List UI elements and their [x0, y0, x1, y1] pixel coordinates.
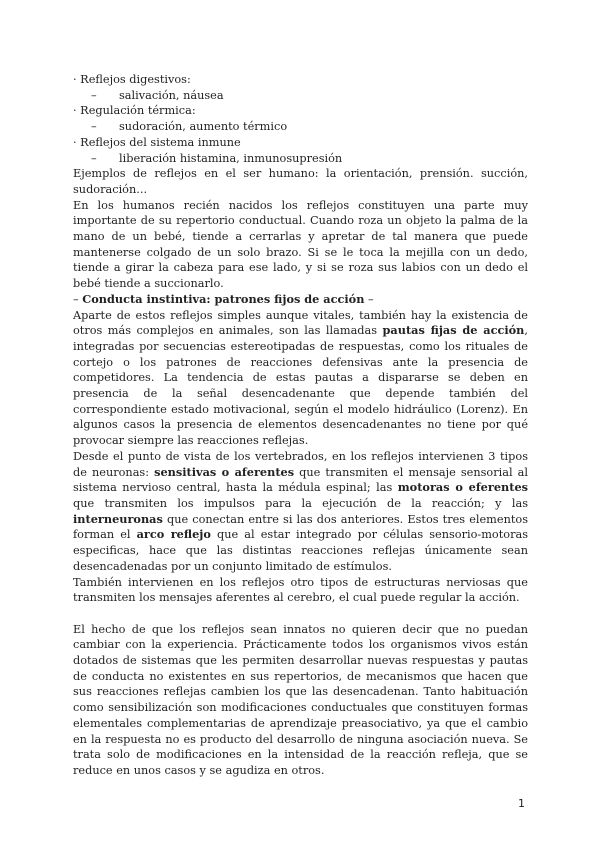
text: que al estar integrado por células sensorio-motoras especificas, hace que las distintas reacciones reflejas únicamente sean desencadenadas por un conjunto limitado de estímulos.: [73, 528, 529, 573]
paragraph-structures: También intervienen en los reflejos otro tipos de estructuras nerviosas que transmiten los mensajes aferentes al cerebro, el cual puede regular la acción.: [73, 575, 528, 605]
list-item-text: salivación, náusea: [119, 88, 224, 102]
paragraph-neurons: [73, 449, 528, 575]
section-title: Conducta instintiva: patrones fijos de acción: [82, 291, 365, 306]
section-suffix: –: [364, 292, 374, 306]
text: Desde el punto de vista de los vertebrados, en los reflejos intervienen 3 tipos de neuronas:: [73, 449, 528, 479]
text: , integradas por secuencias estereotipadas de respuestas, como los rituales de cortejo o los patrones de reacciones defensivas ante la presencia de competidores. La tendencia de estas pautas a dispararse se deben en presencia de la señal desencadenante que depende también del correspondiente estado motivacional, según el modelo hidráulico (Lorenz). En algunos casos la presencia de elementos desencadenantes no tiene por qué provocar siempre las reacciones reflejas.: [73, 324, 528, 448]
spacer: [73, 606, 528, 622]
list-heading: · Reflejos del sistema inmune: [73, 135, 241, 149]
dash: –: [91, 88, 97, 102]
paragraph-experience: El hecho de que los reflejos sean innatos no quieren decir que no puedan cambiar con la experiencia. Prácticamente todos los organismos vivos están dotados de sistemas que les permiten desarrollar nuevas respuestas y pautas de conducta no existentes en sus repertorios, de mecanismos que hacen que sus reacciones reflejas cambien los que las desencadenan. Tanto habituación como sensibilización son modificaciones conductuales que constituyen formas elementales complementarias de aprendizaje preasociativo, ya que el cambio en la respuesta no es producto del desarrollo de ninguna asociación nueva. Se trata solo de modificaciones en la intensidad de la reacción refleja, que se reduce en unos casos y se agudiza en otros.: [73, 622, 528, 777]
bold-term: interneuronas: [73, 511, 163, 526]
paragraph-fixed-patterns: [73, 308, 528, 449]
text: que conectan entre si las dos anteriores. Estos tres elementos forman el: [73, 512, 528, 542]
list-heading: · Regulación térmica:: [73, 104, 196, 118]
bold-term: motoras o eferentes: [397, 480, 528, 495]
dash: –: [91, 151, 97, 165]
page-number: 1: [518, 797, 525, 810]
page-content: [73, 72, 528, 779]
dash: –: [91, 120, 97, 134]
section-prefix: –: [73, 292, 83, 306]
text: Aparte de estos reflejos simples aunque vitales, también hay la existencia de otros más complejos en animales, son las llamadas: [73, 308, 528, 338]
list-item: [91, 88, 528, 104]
bold-term: sensitivas o aferentes: [154, 464, 295, 479]
paragraph-newborns: En los humanos recién nacidos los reflejos constituyen una parte muy importante de su repertorio conductual. Cuando roza un objeto la palma de la mano de un bebé, tiende a cerrarlas y apretar de tal manera que puede mantenerse colgado de un solo brazo. Si se le toca la mejilla con un dedo, tiende a girar la cabeza para ese lado, y si se roza sus labios con un dedo el bebé tiende a succionarlo.: [73, 198, 528, 291]
text: que transmiten el mensaje sensorial al sistema nervioso central, hasta la médula espinal; las: [73, 465, 528, 495]
list-item: [91, 119, 528, 135]
list-item-text: liberación histamina, inmunosupresión: [119, 151, 343, 165]
bold-term: arco reflejo: [136, 527, 211, 542]
paragraph-examples: Ejemplos de reflejos en el ser humano: la orientación, prensión. succión, sudoración...: [73, 167, 528, 196]
text: que transmiten los impulsos para la ejecución de la reacción; y las: [73, 496, 528, 510]
list-item: [91, 151, 528, 167]
section-heading: [73, 292, 528, 308]
list-item-text: sudoración, aumento térmico: [119, 120, 288, 134]
list-heading: · Reflejos digestivos:: [73, 73, 191, 86]
bold-term: pautas fijas de acción: [382, 323, 525, 338]
